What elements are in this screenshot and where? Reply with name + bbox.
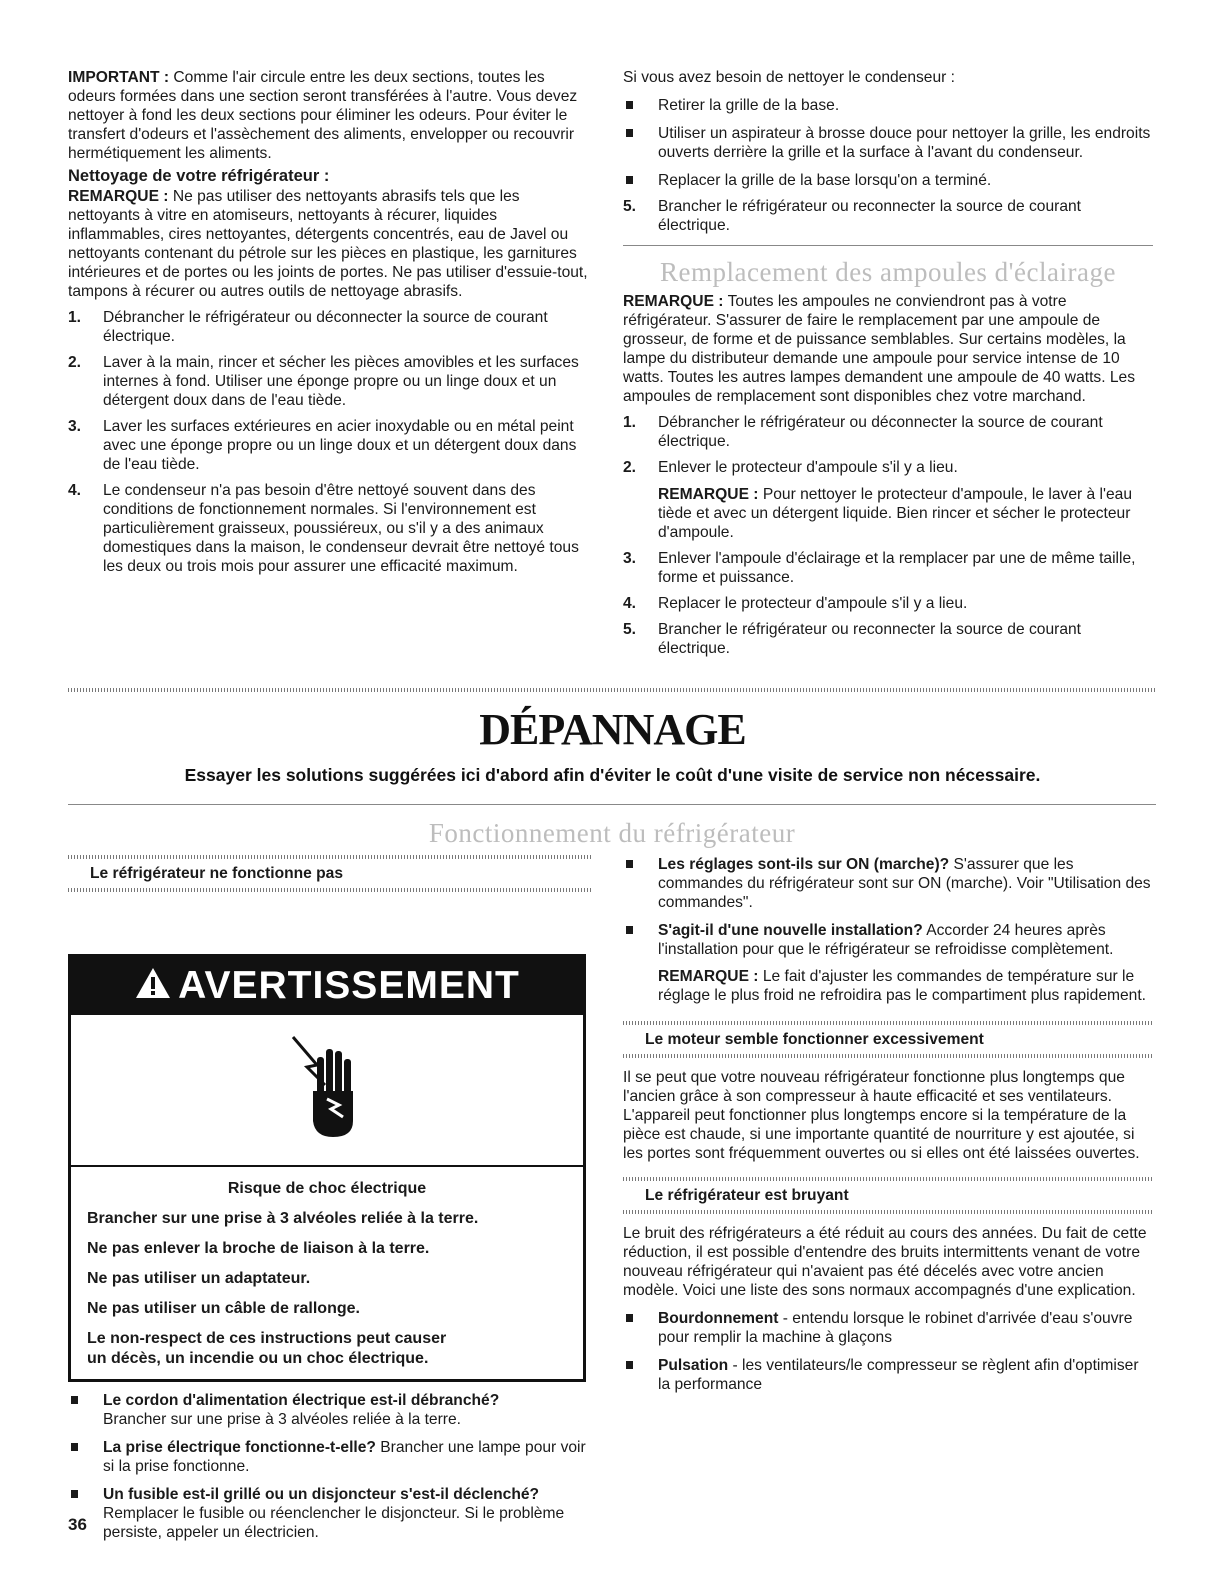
left-bottom-column xyxy=(68,855,593,1542)
page-title: DÉPANNAGE xyxy=(479,705,746,754)
settings-note xyxy=(623,967,1153,1005)
page-subtitle: Essayer les solutions suggérées ici d'abord afin d'éviter le coût d'une visite de service non nécessaire. xyxy=(184,765,1041,785)
bullet-square-icon xyxy=(626,926,633,934)
noise-list xyxy=(623,1309,1153,1394)
list-item xyxy=(623,594,1153,613)
bullet-answer: Remplacer le fusible ou réenclencher le disjoncteur. Si le problème persiste, appeler un électricien. xyxy=(103,1505,565,1541)
list-item xyxy=(623,921,1153,959)
list-item xyxy=(68,353,593,410)
right-top-column xyxy=(623,68,1153,658)
step-number: 3. xyxy=(68,418,82,435)
list-item xyxy=(623,124,1153,162)
step-text: Laver à la main, rincer et sécher les pièces amovibles et les surfaces internes à fond. Utiliser une éponge propre ou un linge doux et un détergent doux dans de l'eau tiède. xyxy=(103,354,579,409)
warning-icon-area xyxy=(71,1015,583,1167)
bullet-square-icon xyxy=(71,1490,78,1498)
step-number: 2. xyxy=(68,354,82,371)
bullet-text: Replacer la grille de la base lorsqu'on a terminé. xyxy=(658,172,992,189)
dotted-divider xyxy=(623,1210,1153,1214)
list-item xyxy=(623,171,1153,190)
warning-consequence-line: un décès, un incendie ou un choc électrique. xyxy=(87,1350,429,1367)
warning-risk: Risque de choc électrique xyxy=(227,1180,427,1197)
bullet-text: Utiliser un aspirateur à brosse douce pour nettoyer la grille, les endroits ouverts derrière la grille et la surface à l'avant du condenseur. xyxy=(658,125,1151,161)
list-item xyxy=(623,197,1153,235)
list-item xyxy=(623,855,1153,912)
cleaning-note xyxy=(68,187,593,301)
step-number: 2. xyxy=(623,459,637,476)
dotted-divider xyxy=(623,1054,1153,1058)
power-checklist xyxy=(68,1391,593,1542)
bullet-question: Les réglages sont-ils sur ON (marche)? xyxy=(658,856,950,873)
settings-checklist xyxy=(623,855,1153,959)
step-text: Débrancher le réfrigérateur ou déconnecter la source de courant électrique. xyxy=(103,309,548,345)
list-item xyxy=(68,308,593,346)
bullet-question: Bourdonnement xyxy=(658,1310,779,1327)
bullet-square-icon xyxy=(626,1361,633,1369)
note-label: REMARQUE : xyxy=(68,188,169,205)
bullet-question: Le cordon d'alimentation électrique est-il débranché? xyxy=(103,1392,500,1409)
warning-box xyxy=(68,954,586,1382)
step-text: Replacer le protecteur d'ampoule s'il y a lieu. xyxy=(658,595,968,612)
note-label: REMARQUE : xyxy=(658,486,759,503)
important-paragraph xyxy=(68,68,593,163)
important-text: Comme l'air circule entre les deux sections, toutes les odeurs formées dans une section seront transférées à l'autre. Vous devez nettoyer à fond les deux sections pour éliminer les odeurs. Pour éviter le transfert d'odeurs et l'assèchement des aliments, envelopper ou recouvrir hermétiquement les aliments. xyxy=(68,69,578,162)
left-top-column xyxy=(68,68,593,576)
step-text: Enlever le protecteur d'ampoule s'il y a lieu. xyxy=(658,459,958,476)
warning-header xyxy=(71,957,583,1015)
bullet-square-icon xyxy=(626,860,633,868)
bullet-text: Retirer la grille de la base. xyxy=(658,97,840,114)
step-text: Laver les surfaces extérieures en acier inoxydable ou en métal peint avec une éponge propre ou un linge doux et un détergent doux dans de l'eau tiède. xyxy=(103,418,577,473)
list-item xyxy=(623,96,1153,115)
bullet-answer: Brancher sur une prise à 3 alvéoles reliée à la terre. xyxy=(103,1411,461,1428)
bullet-question: S'agit-il d'une nouvelle installation? xyxy=(658,922,923,939)
note-text: Pour nettoyer le protecteur d'ampoule, le laver à l'eau tiède et avec un détergent liquide. Bien rincer et sécher le protecteur d'ampoule. xyxy=(658,486,1132,541)
bullet-square-icon xyxy=(626,176,633,184)
step-number: 4. xyxy=(68,482,82,499)
list-item xyxy=(623,458,1153,477)
list-item xyxy=(68,1485,593,1542)
step-number: 5. xyxy=(623,621,637,638)
bulb-steps xyxy=(623,413,1153,477)
condenser-intro: Si vous avez besoin de nettoyer le condenseur : xyxy=(623,69,956,86)
step-number: 3. xyxy=(623,550,637,567)
bullet-answer: Brancher une lampe pour voir si la prise fonctionne. xyxy=(103,1439,586,1475)
step-number: 5. xyxy=(623,198,637,215)
step-text: Le condenseur n'a pas besoin d'être nettoyé souvent dans des conditions de fonctionnement normales. Si l'environnement est particulièrement graisseux, poussiéreux, ou s'il y a des animaux domestiques dans la maison, le condenseur devrait être nettoyé tous les deux ou trois mois pour assurer une efficacité maximum. xyxy=(103,482,579,575)
note-label: REMARQUE : xyxy=(658,968,759,985)
step-text: Brancher le réfrigérateur ou reconnecter la source de courant électrique. xyxy=(658,621,1081,657)
bullet-answer: Accorder 24 heures après l'installation pour que le réfrigérateur se refroidisse complètement. xyxy=(658,922,1114,958)
bulbs-note xyxy=(623,292,1153,406)
step-text: Débrancher le réfrigérateur ou déconnecter la source de courant électrique. xyxy=(658,414,1103,450)
list-item xyxy=(68,1438,593,1476)
bulb-steps-continued xyxy=(623,549,1153,658)
warning-consequence-line: Le non-respect de ces instructions peut causer xyxy=(87,1330,447,1347)
bullet-square-icon xyxy=(626,1314,633,1322)
bullet-question: Pulsation xyxy=(658,1357,729,1374)
right-bottom-column xyxy=(623,855,1153,1394)
divider xyxy=(623,245,1153,246)
warning-line: Brancher sur une prise à 3 alvéoles reliée à la terre. xyxy=(87,1210,479,1227)
bulb-inner-note xyxy=(623,485,1153,542)
cleaning-steps xyxy=(68,308,593,576)
note-label: REMARQUE : xyxy=(623,293,724,310)
bullet-square-icon xyxy=(71,1396,78,1404)
step-number: 1. xyxy=(68,309,82,326)
motor-title: Le moteur semble fonctionner excessivement xyxy=(645,1031,984,1048)
dotted-divider xyxy=(68,688,1156,692)
bullet-answer: S'assurer que les commandes du réfrigérateur sont sur ON (marche). Voir "Utilisation des commandes". xyxy=(658,856,1151,911)
note-text: Le fait d'ajuster les commandes de température sur le réglage le plus froid ne refroidira pas le compartiment plus rapidement. xyxy=(658,968,1146,1004)
noise-title: Le réfrigérateur est bruyant xyxy=(645,1187,849,1204)
step-text: Brancher le réfrigérateur ou reconnecter la source de courant électrique. xyxy=(658,198,1081,234)
bullet-question: La prise électrique fonctionne-t-elle? xyxy=(103,1439,376,1456)
motor-text: Il se peut que votre nouveau réfrigérateur fonctionne plus longtemps que l'ancien grâce à son compresseur à haute efficacité et ses ventilateurs. L'appareil peut fonctionner plus longtemps encore si la température de la pièce est chaude, si une importante quantité de nourriture y est ajoutée, si les portes sont fréquemment ouvertes ou si elles ont été laissées ouvertes. xyxy=(623,1069,1140,1162)
electric-shock-hand-icon xyxy=(287,1033,367,1148)
problem-title: Le réfrigérateur ne fonctionne pas xyxy=(90,865,344,882)
warning-header-text: AVERTISSEMENT xyxy=(178,964,520,1007)
bullet-square-icon xyxy=(71,1443,78,1451)
bullet-square-icon xyxy=(626,129,633,137)
page-number: 36 xyxy=(68,1515,87,1534)
bullet-answer: - les ventilateurs/le compresseur se règlent afin d'optimiser la performance xyxy=(658,1357,1139,1393)
section-heading: Fonctionnement du réfrigérateur xyxy=(428,818,796,848)
cleaning-title: Nettoyage de votre réfrigérateur : xyxy=(68,167,330,185)
warning-line: Ne pas utiliser un adaptateur. xyxy=(87,1270,311,1287)
step-number: 4. xyxy=(623,595,637,612)
note-text: Ne pas utiliser des nettoyants abrasifs tels que les nettoyants à vitre en atomiseurs, nettoyants à récurer, liquides inflammables, cires nettoyantes, détergents concentrés, eau de Javel ou nettoyants contenant du pétrole sur les pièces en plastique, les garnitures intérieures et de portes ou les joints de portes. Ne pas utiliser d'essuie-tout, tampons à récurer ou autres outils de nettoyage abrasifs. xyxy=(68,188,588,300)
list-item xyxy=(623,1356,1153,1394)
noise-text: Le bruit des réfrigérateurs a été réduit au cours des années. Du fait de cette réduction, il est possible d'entendre des bruits intermittents venant de votre nouveau réfrigérateur qui n'avaient pas été décelés avec votre ancien modèle. Voici une liste des sons normaux accompagnés d'une explication. xyxy=(623,1225,1147,1299)
list-item xyxy=(623,549,1153,587)
list-item xyxy=(623,413,1153,451)
step-text: Enlever l'ampoule d'éclairage et la remplacer par une de même taille, forme et puissance. xyxy=(658,550,1136,586)
list-item xyxy=(68,481,593,576)
list-item xyxy=(68,1391,593,1429)
warning-triangle-icon xyxy=(134,959,172,1017)
cleaning-step-5 xyxy=(623,197,1153,235)
dotted-divider xyxy=(68,888,593,892)
bullet-question: Un fusible est-il grillé ou un disjoncteur s'est-il déclenché? xyxy=(103,1486,540,1503)
bullet-square-icon xyxy=(626,101,633,109)
divider xyxy=(68,804,1156,805)
note-text: Toutes les ampoules ne conviendront pas à votre réfrigérateur. S'assurer de faire le remplacement par une ampoule de grosseur, de forme et de puissance semblables. Sur certains modèles, la lampe du distributeur demande une ampoule pour service intense de 10 watts. Toutes les autres lampes demandent une ampoule de 40 watts. Les ampoules de remplacement sont disponibles chez votre marchand. xyxy=(623,293,1136,405)
warning-consequence xyxy=(87,1329,567,1369)
list-item xyxy=(68,417,593,474)
important-label: IMPORTANT : xyxy=(68,69,170,86)
list-item xyxy=(623,1309,1153,1347)
bullet-answer: - entendu lorsque le robinet d'arrivée d'eau s'ouvre pour remplir la machine à glaçons xyxy=(658,1310,1133,1346)
bulbs-heading: Remplacement des ampoules d'éclairage xyxy=(660,257,1116,287)
condenser-bullets xyxy=(623,96,1153,190)
warning-line: Ne pas utiliser un câble de rallonge. xyxy=(87,1300,360,1317)
step-number: 1. xyxy=(623,414,637,431)
warning-body xyxy=(71,1167,583,1379)
list-item xyxy=(623,620,1153,658)
warning-line: Ne pas enlever la broche de liaison à la terre. xyxy=(87,1240,430,1257)
